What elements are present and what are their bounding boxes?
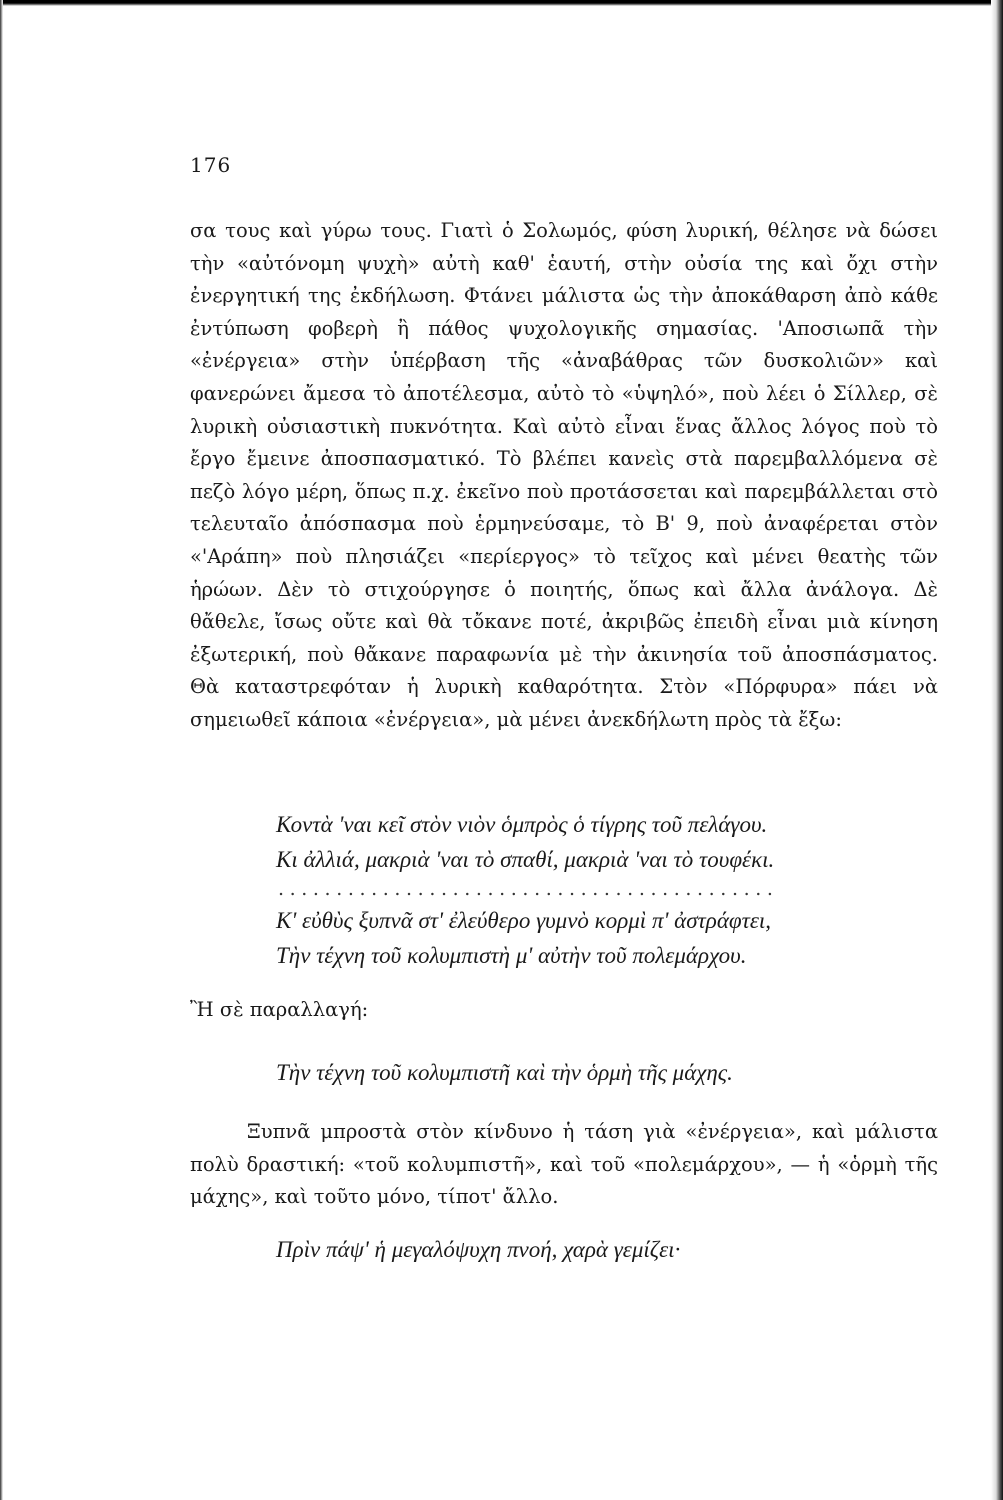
paragraph-1: σα τους καὶ γύρω τους. Γιατὶ ὁ Σολωμός, φύση λυρική, θέλησε νὰ δώσει τὴν «αὐτόνομη ψυχὴ» αὐτὴ καθ' ἑαυτή, στὴν οὐσία της καὶ ὄχι στὴν ἐνεργητική της ἐκδήλωση. Φτάνει μάλιστα ὡς τὴν ἀποκάθαρση ἀπὸ κάθε ἐντύπωση φοβερὴ ἢ πάθος ψυχολογικῆς σημασίας. 'Αποσιωπᾶ τὴν «ἐνέργεια» στὴν ὑπέρβαση τῆς «ἀναβάθρας τῶν δυσκολιῶν» καὶ φανερώνει ἄμεσα τὸ ἀποτέλεσμα, αὐτὸ τὸ «ὑψηλό», ποὺ λέει ὁ Σίλλερ, σὲ λυρικὴ οὐσιαστικὴ πυκνότητα. Καὶ αὐτὸ εἶναι ἕνας ἄλλος λόγος ποὺ τὸ ἔργο ἔμεινε ἀποσπασματικό. Τὸ βλέπει κανεὶς στὰ παρεμβαλλόμενα σὲ πεζὸ λόγο μέρη, ὅπως π.χ. ἐκεῖνο ποὺ προτάσσεται καὶ παρεμβάλλεται στὸ τελευταῖο ἀπόσπασμα ποὺ ἑρμηνεύσαμε, τὸ Β' 9, ποὺ ἀναφέρεται στὸν «'Αράπη» ποὺ πλησιάζει «περίεργος» τὸ τεῖχος καὶ μένει θεατὴς τῶν ἡρώων. Δὲν τὸ στιχούργησε ὁ ποιητής, ὅπως καὶ ἄλλα ἀνάλογα. Δὲ θἄθελε, ἴσως οὔτε καὶ θὰ τὄκανε ποτέ, ἀκριβῶς ἐπειδὴ εἶναι μιὰ κίνηση ἐξωτερική, ποὺ θἄκανε παραφωνία μὲ τὴν ἀκινησία τοῦ ἀποσπάσματος. Θὰ καταστρεφόταν ἡ λυρικὴ καθαρότητα. Στὸν «Πόρφυρα» πάει νὰ σημειωθεῖ κάποια «ἐνέργεια», μὰ μένει ἀνεκδήλωτη πρὸς τὰ ἔξω: (190, 219, 938, 731)
verse-line: Κι ἀλλιά, μακριὰ 'ναι τὸ σπαθί, μακριὰ 'ναι τὸ τουφέκι. (276, 847, 775, 872)
verse-block-4 (276, 1232, 680, 1267)
verse-line: Πρὶν πάψ' ἡ μεγαλόψυχη πνοή, χαρὰ γεμίζει· (276, 1237, 681, 1262)
verse-block-3 (276, 1055, 733, 1090)
verse-block-1 (276, 807, 774, 877)
main-paragraph (190, 215, 938, 737)
paragraph-2-block (190, 1116, 938, 1214)
page-number: 176 (190, 153, 232, 177)
variant-intro: Ἢ σὲ παραλλαγή: (190, 998, 369, 1021)
verse-line: Κοντὰ 'ναι κεῖ στὸν νιὸν ὁμπρὸς ὁ τίγρης τοῦ πελάγου. (276, 812, 768, 837)
scan-top-edge (0, 0, 1003, 6)
verse-line: Τὴν τέχνη τοῦ κολυμπιστὴ μ' αὐτὴν τοῦ πολεμάρχου. (276, 943, 747, 968)
verse-block-2 (276, 903, 771, 973)
verse-line: Τὴν τέχνη τοῦ κολυμπιστῆ καὶ τὴν ὁρμὴ τῆς μάχης. (276, 1060, 733, 1085)
scan-left-edge (0, 0, 3, 1500)
paragraph-2: Ξυπνᾶ μπροστὰ στὸν κίνδυνο ἡ τάση γιὰ «ἐνέργεια», καὶ μάλιστα πολὺ δραστική: «τοῦ κολυμπιστῆ», καὶ τοῦ «πολεμάρχου», — ἡ «ὁρμὴ τῆς μάχης», καὶ τοῦτο μόνο, τίποτ' ἄλλο. (190, 1120, 938, 1209)
ellipsis-dots: ........................................... (278, 878, 779, 900)
scan-right-edge (991, 0, 1003, 1500)
verse-line: Κ' εὐθὺς ξυπνᾶ στ' ἐλεύθερο γυμνὸ κορμὶ π' ἀστράφτει, (276, 908, 772, 933)
